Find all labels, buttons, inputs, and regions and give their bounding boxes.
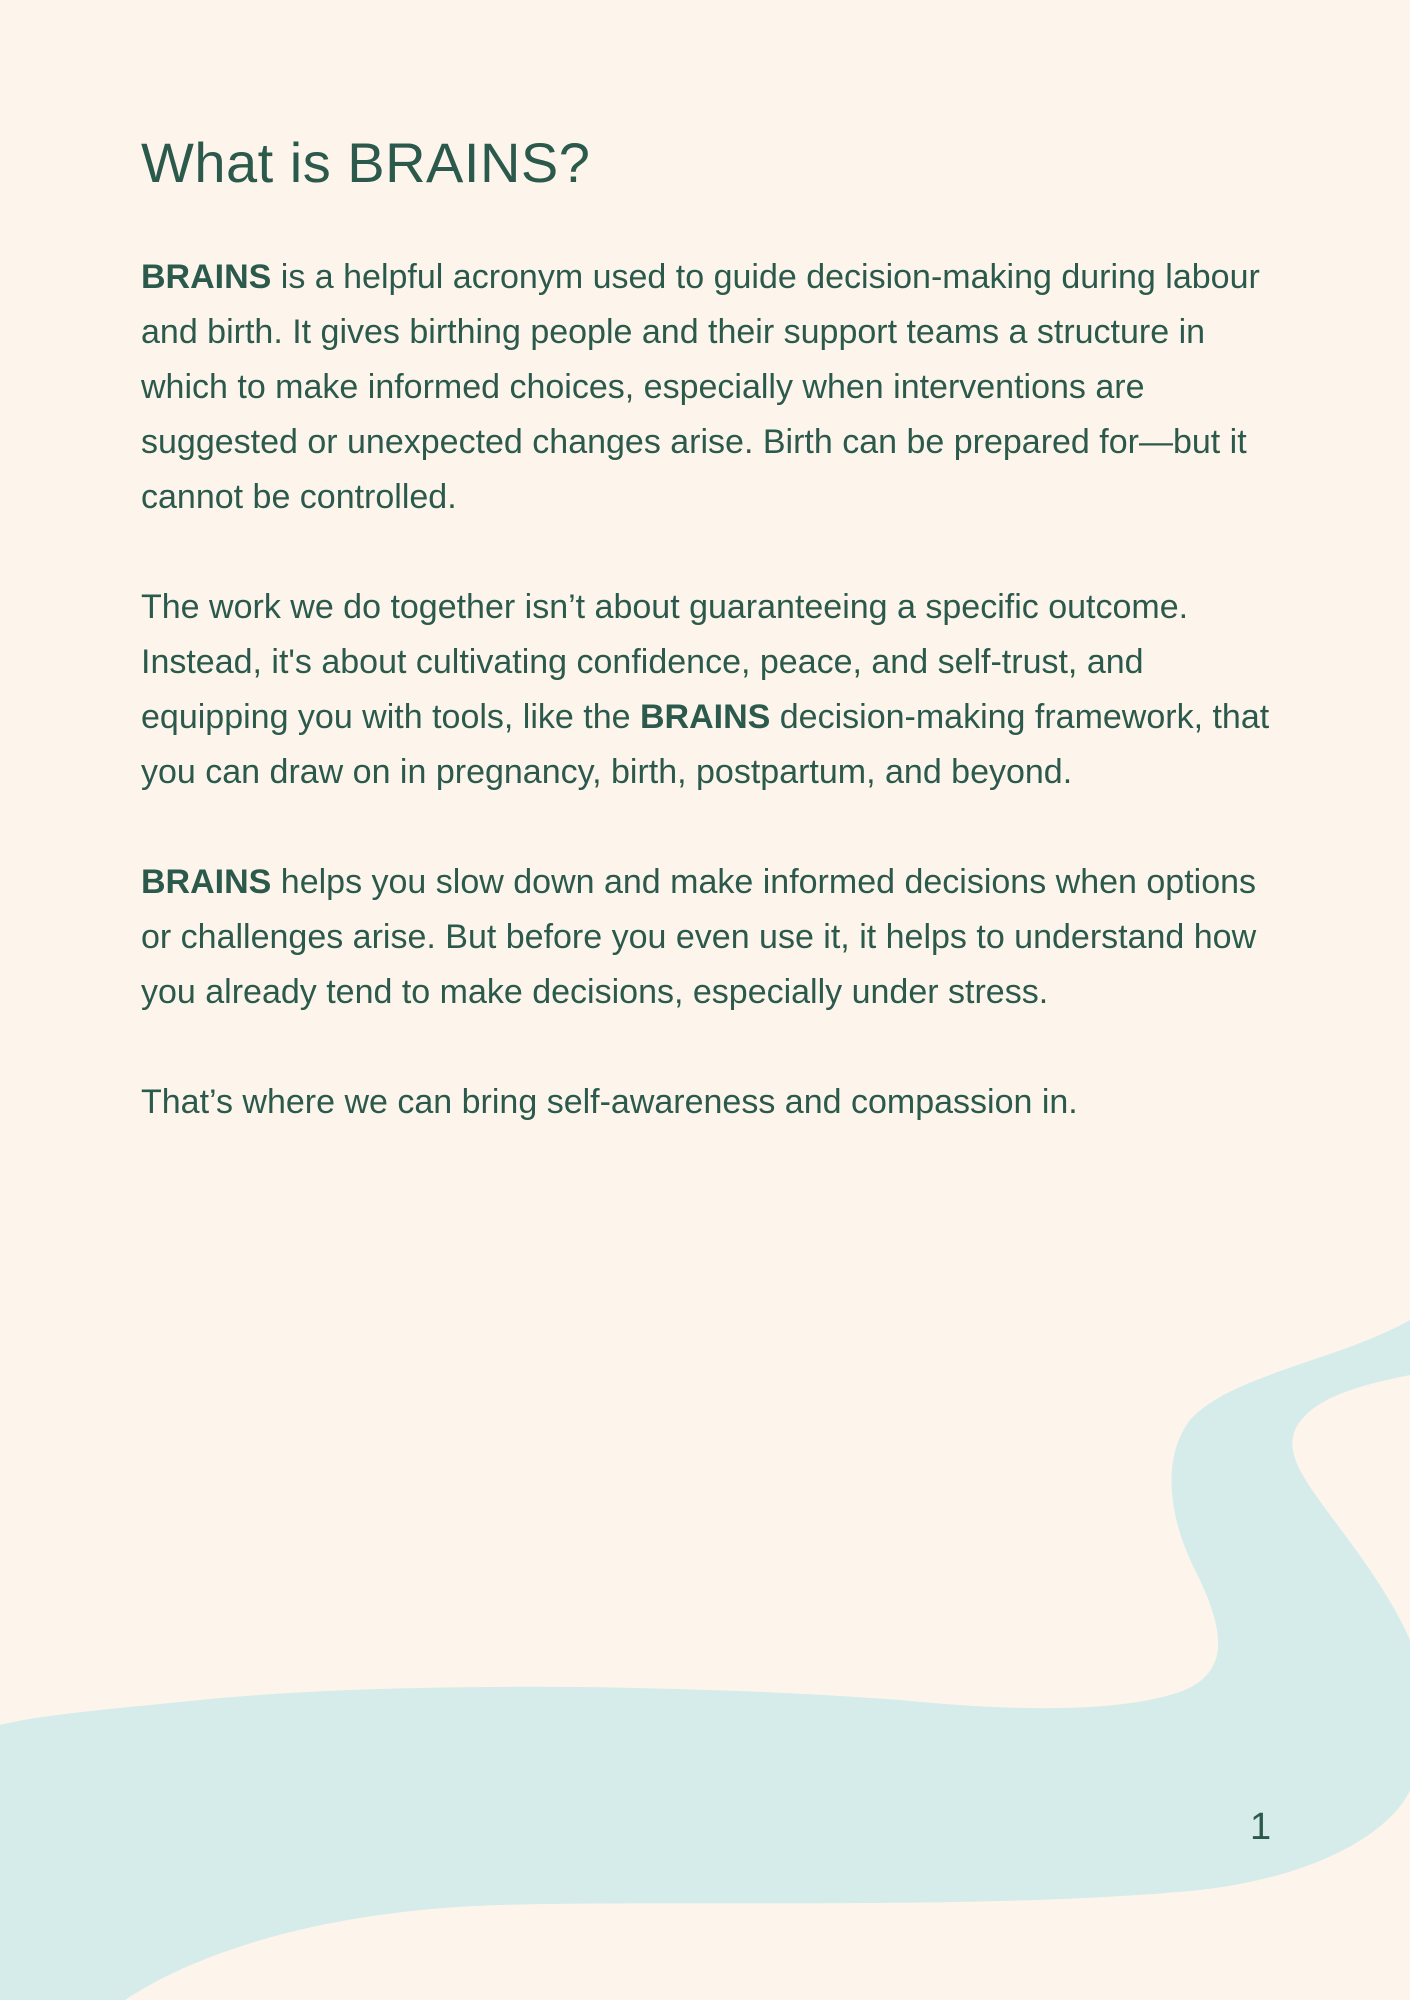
paragraph-text: helps you slow down and make informed decisions when options or challenges arise. But before you even use it, it helps to understand how you already tend to make decisions, especially under stress. bbox=[141, 863, 1257, 1011]
page-content bbox=[141, 128, 1281, 1185]
paragraph-text: That’s where we can bring self-awareness and compassion in. bbox=[141, 1083, 1078, 1121]
page-title: What is BRAINS? bbox=[141, 131, 591, 194]
paragraph-closing bbox=[141, 1075, 1281, 1130]
paragraph-intro bbox=[141, 250, 1281, 525]
paragraph-text: decision-making framework, that you can draw on in pregnancy, birth, postpartum, and beyond. bbox=[141, 698, 1270, 791]
brains-keyword: BRAINS bbox=[141, 258, 272, 296]
paragraph-text: The work we do together isn’t about guaranteeing a specific outcome. Instead, it's about cultivating confidence, peace, and self-trust, and equipping you with tools, like the bbox=[141, 588, 1189, 736]
paragraph-brains-helps bbox=[141, 855, 1281, 1020]
brains-keyword: BRAINS bbox=[639, 698, 771, 736]
brains-keyword: BRAINS bbox=[141, 863, 272, 901]
paragraph-work-together bbox=[141, 580, 1281, 800]
paragraph-text: is a helpful acronym used to guide decision-making during labour and birth. It gives birthing people and their support teams a structure in which to make informed choices, especially when interventions are suggested or unexpected changes arise. Birth can be prepared for—but it cannot be controlled. bbox=[141, 258, 1260, 516]
page-number: 1 bbox=[1250, 1806, 1272, 1848]
